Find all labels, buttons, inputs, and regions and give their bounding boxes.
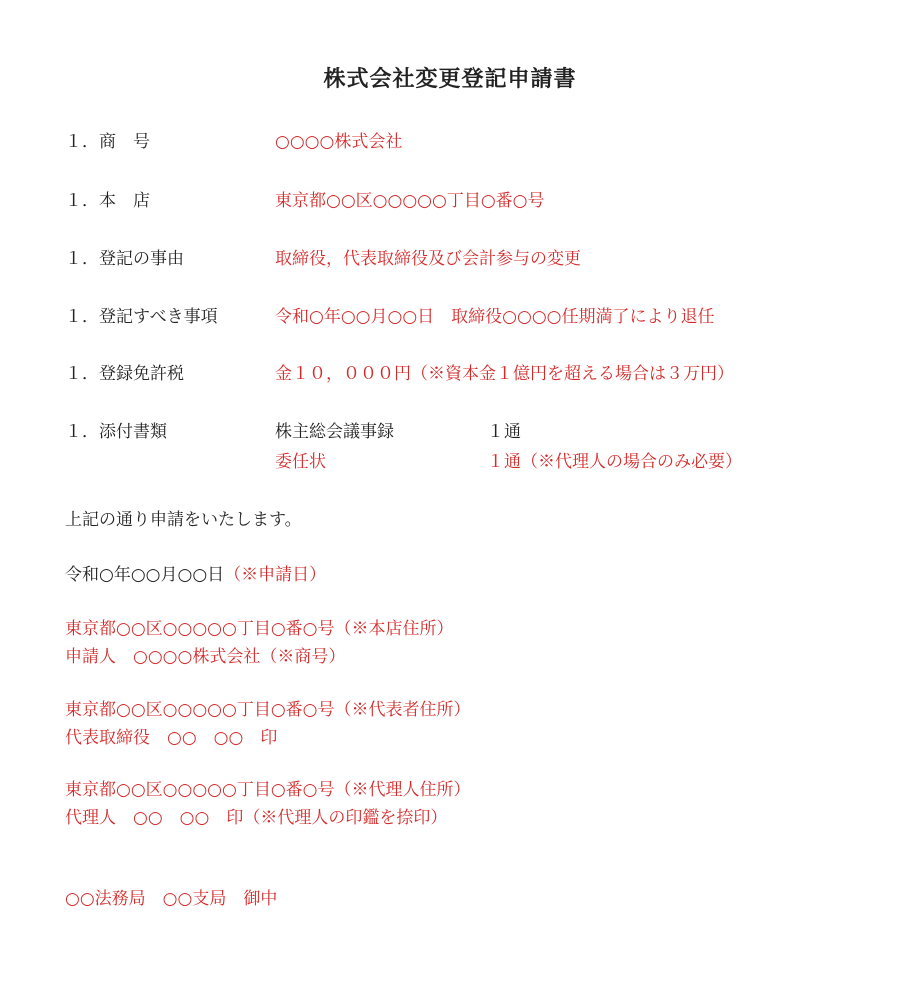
item-label: １．登記すべき事項 xyxy=(65,307,218,327)
item-label: １．商 号 xyxy=(65,132,150,152)
representative-address: 東京都○○区○○○○○丁目○番○号（※代表者住所） xyxy=(65,700,471,720)
date-text: 令和○年○○月○○日 xyxy=(65,565,225,585)
item-value: 金１０，０００円（※資本金１億円を超える場合は３万円） xyxy=(275,364,734,384)
date-note: （※申請日） xyxy=(224,565,327,585)
item-label: １．登録免許税 xyxy=(65,364,184,384)
representative-name: 代表取締役 ○○ ○○ 印 xyxy=(65,728,278,748)
attachment-count: １通（※代理人の場合のみ必要） xyxy=(487,452,742,472)
item-value: 取締役，代表取締役及び会計参与の変更 xyxy=(275,249,581,269)
item-label: １．登記の事由 xyxy=(65,249,184,269)
agent-name: 代理人 ○○ ○○ 印（※代理人の印鑑を捺印） xyxy=(65,808,448,828)
attachment-count: １通 xyxy=(487,422,521,442)
item-value: ○○○○株式会社 xyxy=(275,132,403,152)
applicant-name: 申請人 ○○○○株式会社（※商号） xyxy=(65,647,346,667)
item-value: 東京都○○区○○○○○丁目○番○号 xyxy=(275,191,545,211)
application-statement: 上記の通り申請をいたします。 xyxy=(65,510,302,530)
attachment-name: 委任状 xyxy=(275,452,326,472)
applicant-address: 東京都○○区○○○○○丁目○番○号（※本店住所） xyxy=(65,619,454,639)
application-date xyxy=(65,561,326,589)
item-value: 令和○年○○月○○日 取締役○○○○任期満了により退任 xyxy=(275,307,715,327)
agent-address: 東京都○○区○○○○○丁目○番○号（※代理人住所） xyxy=(65,780,471,800)
attachment-name: 株主総会議事録 xyxy=(275,422,394,442)
item-label: １．本 店 xyxy=(65,191,150,211)
document-title: 株式会社変更登記申請書 xyxy=(323,66,577,92)
item-label: １．添付書類 xyxy=(65,422,167,442)
recipient: ○○法務局 ○○支局 御中 xyxy=(65,889,278,909)
